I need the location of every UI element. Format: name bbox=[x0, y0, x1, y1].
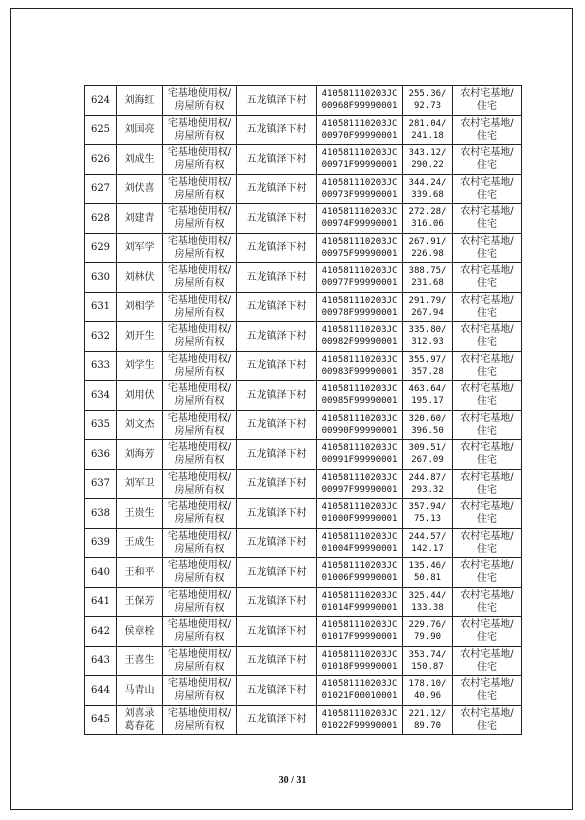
table-row bbox=[85, 115, 522, 145]
area-cell: 178.10/ 40.96 bbox=[403, 676, 453, 706]
area-cell: 309.51/ 267.09 bbox=[403, 440, 453, 470]
right-type-cell: 宅基地使用权/ 房屋所有权 bbox=[163, 381, 237, 411]
area-cell: 255.36/ 92.73 bbox=[403, 86, 453, 116]
area-cell: 229.76/ 79.90 bbox=[403, 617, 453, 647]
row-number-cell: 625 bbox=[85, 115, 117, 145]
cert-code-cell: 410581110203JC 00985F99990001 bbox=[317, 381, 403, 411]
right-type-cell: 宅基地使用权/ 房屋所有权 bbox=[163, 410, 237, 440]
right-type-cell: 宅基地使用权/ 房屋所有权 bbox=[163, 233, 237, 263]
owner-name-cell: 刘建青 bbox=[117, 204, 163, 234]
row-number-cell: 629 bbox=[85, 233, 117, 263]
row-number-cell: 624 bbox=[85, 86, 117, 116]
cert-code-cell: 410581110203JC 00971F99990001 bbox=[317, 145, 403, 175]
table-row bbox=[85, 174, 522, 204]
right-type-cell: 宅基地使用权/ 房屋所有权 bbox=[163, 705, 237, 735]
row-number-cell: 628 bbox=[85, 204, 117, 234]
table-row bbox=[85, 469, 522, 499]
right-type-cell: 宅基地使用权/ 房屋所有权 bbox=[163, 676, 237, 706]
right-type-cell: 宅基地使用权/ 房屋所有权 bbox=[163, 86, 237, 116]
location-cell: 五龙镇泽下村 bbox=[237, 174, 317, 204]
location-cell: 五龙镇泽下村 bbox=[237, 410, 317, 440]
cert-code-cell: 410581110203JC 00983F99990001 bbox=[317, 351, 403, 381]
owner-name-cell: 刘学生 bbox=[117, 351, 163, 381]
location-cell: 五龙镇泽下村 bbox=[237, 115, 317, 145]
cert-code-cell: 410581110203JC 00977F99990001 bbox=[317, 263, 403, 293]
table-row bbox=[85, 617, 522, 647]
cert-code-cell: 410581110203JC 01018F99990001 bbox=[317, 646, 403, 676]
cert-code-cell: 410581110203JC 01006F99990001 bbox=[317, 558, 403, 588]
area-cell: 343.12/ 290.22 bbox=[403, 145, 453, 175]
area-cell: 335.80/ 312.93 bbox=[403, 322, 453, 352]
owner-name-cell: 刘军学 bbox=[117, 233, 163, 263]
owner-name-cell: 王贵生 bbox=[117, 499, 163, 529]
area-cell: 344.24/ 339.68 bbox=[403, 174, 453, 204]
right-type-cell: 宅基地使用权/ 房屋所有权 bbox=[163, 440, 237, 470]
land-use-cell: 农村宅基地/ 住宅 bbox=[453, 174, 522, 204]
location-cell: 五龙镇泽下村 bbox=[237, 381, 317, 411]
owner-name-cell: 王和平 bbox=[117, 558, 163, 588]
location-cell: 五龙镇泽下村 bbox=[237, 705, 317, 735]
table-row bbox=[85, 587, 522, 617]
land-use-cell: 农村宅基地/ 住宅 bbox=[453, 469, 522, 499]
right-type-cell: 宅基地使用权/ 房屋所有权 bbox=[163, 351, 237, 381]
area-cell: 357.94/ 75.13 bbox=[403, 499, 453, 529]
area-cell: 355.97/ 357.28 bbox=[403, 351, 453, 381]
area-cell: 463.64/ 195.17 bbox=[403, 381, 453, 411]
table-row bbox=[85, 204, 522, 234]
land-use-cell: 农村宅基地/ 住宅 bbox=[453, 351, 522, 381]
location-cell: 五龙镇泽下村 bbox=[237, 263, 317, 293]
land-use-cell: 农村宅基地/ 住宅 bbox=[453, 204, 522, 234]
table-row bbox=[85, 440, 522, 470]
land-use-cell: 农村宅基地/ 住宅 bbox=[453, 115, 522, 145]
cert-code-cell: 410581110203JC 01014F99990001 bbox=[317, 587, 403, 617]
land-use-cell: 农村宅基地/ 住宅 bbox=[453, 292, 522, 322]
right-type-cell: 宅基地使用权/ 房屋所有权 bbox=[163, 528, 237, 558]
table-row bbox=[85, 381, 522, 411]
table-row bbox=[85, 410, 522, 440]
row-number-cell: 642 bbox=[85, 617, 117, 647]
owner-name-cell: 刘相学 bbox=[117, 292, 163, 322]
land-use-cell: 农村宅基地/ 住宅 bbox=[453, 676, 522, 706]
row-number-cell: 626 bbox=[85, 145, 117, 175]
location-cell: 五龙镇泽下村 bbox=[237, 86, 317, 116]
table-row bbox=[85, 705, 522, 735]
owner-name-cell: 刘成生 bbox=[117, 145, 163, 175]
location-cell: 五龙镇泽下村 bbox=[237, 440, 317, 470]
cert-code-cell: 410581110203JC 00982F99990001 bbox=[317, 322, 403, 352]
cert-code-cell: 410581110203JC 00968F99990001 bbox=[317, 86, 403, 116]
table-row bbox=[85, 263, 522, 293]
location-cell: 五龙镇泽下村 bbox=[237, 233, 317, 263]
area-cell: 272.28/ 316.06 bbox=[403, 204, 453, 234]
right-type-cell: 宅基地使用权/ 房屋所有权 bbox=[163, 322, 237, 352]
cert-code-cell: 410581110203JC 00997F99990001 bbox=[317, 469, 403, 499]
land-use-cell: 农村宅基地/ 住宅 bbox=[453, 587, 522, 617]
right-type-cell: 宅基地使用权/ 房屋所有权 bbox=[163, 646, 237, 676]
owner-name-cell: 刘军卫 bbox=[117, 469, 163, 499]
table-row bbox=[85, 676, 522, 706]
owner-name-cell: 刘林伏 bbox=[117, 263, 163, 293]
owner-name-cell: 刘开生 bbox=[117, 322, 163, 352]
land-use-cell: 农村宅基地/ 住宅 bbox=[453, 558, 522, 588]
land-use-cell: 农村宅基地/ 住宅 bbox=[453, 233, 522, 263]
right-type-cell: 宅基地使用权/ 房屋所有权 bbox=[163, 174, 237, 204]
area-cell: 267.91/ 226.98 bbox=[403, 233, 453, 263]
location-cell: 五龙镇泽下村 bbox=[237, 469, 317, 499]
owner-name-cell: 刘国亮 bbox=[117, 115, 163, 145]
row-number-cell: 641 bbox=[85, 587, 117, 617]
land-use-cell: 农村宅基地/ 住宅 bbox=[453, 646, 522, 676]
land-use-cell: 农村宅基地/ 住宅 bbox=[453, 705, 522, 735]
table-row bbox=[85, 233, 522, 263]
right-type-cell: 宅基地使用权/ 房屋所有权 bbox=[163, 558, 237, 588]
row-number-cell: 644 bbox=[85, 676, 117, 706]
location-cell: 五龙镇泽下村 bbox=[237, 292, 317, 322]
area-cell: 135.46/ 50.81 bbox=[403, 558, 453, 588]
area-cell: 325.44/ 133.38 bbox=[403, 587, 453, 617]
cert-code-cell: 410581110203JC 01004F99990001 bbox=[317, 528, 403, 558]
registry-table-body bbox=[85, 86, 522, 735]
area-cell: 320.60/ 396.50 bbox=[403, 410, 453, 440]
right-type-cell: 宅基地使用权/ 房屋所有权 bbox=[163, 499, 237, 529]
land-use-cell: 农村宅基地/ 住宅 bbox=[453, 263, 522, 293]
owner-name-cell: 刘海红 bbox=[117, 86, 163, 116]
area-cell: 291.79/ 267.94 bbox=[403, 292, 453, 322]
row-number-cell: 643 bbox=[85, 646, 117, 676]
location-cell: 五龙镇泽下村 bbox=[237, 204, 317, 234]
row-number-cell: 632 bbox=[85, 322, 117, 352]
right-type-cell: 宅基地使用权/ 房屋所有权 bbox=[163, 263, 237, 293]
cert-code-cell: 410581110203JC 00991F99990001 bbox=[317, 440, 403, 470]
row-number-cell: 639 bbox=[85, 528, 117, 558]
location-cell: 五龙镇泽下村 bbox=[237, 676, 317, 706]
row-number-cell: 634 bbox=[85, 381, 117, 411]
table-row bbox=[85, 145, 522, 175]
cert-code-cell: 410581110203JC 01022F99990001 bbox=[317, 705, 403, 735]
owner-name-cell: 刘伏喜 bbox=[117, 174, 163, 204]
row-number-cell: 640 bbox=[85, 558, 117, 588]
land-use-cell: 农村宅基地/ 住宅 bbox=[453, 145, 522, 175]
cert-code-cell: 410581110203JC 00978F99990001 bbox=[317, 292, 403, 322]
cert-code-cell: 410581110203JC 00970F99990001 bbox=[317, 115, 403, 145]
location-cell: 五龙镇泽下村 bbox=[237, 617, 317, 647]
row-number-cell: 631 bbox=[85, 292, 117, 322]
location-cell: 五龙镇泽下村 bbox=[237, 145, 317, 175]
location-cell: 五龙镇泽下村 bbox=[237, 499, 317, 529]
right-type-cell: 宅基地使用权/ 房屋所有权 bbox=[163, 115, 237, 145]
right-type-cell: 宅基地使用权/ 房屋所有权 bbox=[163, 145, 237, 175]
table-row bbox=[85, 292, 522, 322]
location-cell: 五龙镇泽下村 bbox=[237, 587, 317, 617]
right-type-cell: 宅基地使用权/ 房屋所有权 bbox=[163, 617, 237, 647]
land-use-cell: 农村宅基地/ 住宅 bbox=[453, 410, 522, 440]
table-row bbox=[85, 86, 522, 116]
page-number: 30 / 31 bbox=[278, 775, 307, 786]
owner-name-cell: 王成生 bbox=[117, 528, 163, 558]
table-row bbox=[85, 351, 522, 381]
owner-name-cell: 侯章栓 bbox=[117, 617, 163, 647]
row-number-cell: 627 bbox=[85, 174, 117, 204]
right-type-cell: 宅基地使用权/ 房屋所有权 bbox=[163, 469, 237, 499]
cert-code-cell: 410581110203JC 00973F99990001 bbox=[317, 174, 403, 204]
cert-code-cell: 410581110203JC 01000F99990001 bbox=[317, 499, 403, 529]
land-use-cell: 农村宅基地/ 住宅 bbox=[453, 322, 522, 352]
cert-code-cell: 410581110203JC 00974F99990001 bbox=[317, 204, 403, 234]
owner-name-cell: 刘文杰 bbox=[117, 410, 163, 440]
right-type-cell: 宅基地使用权/ 房屋所有权 bbox=[163, 204, 237, 234]
table-row bbox=[85, 499, 522, 529]
location-cell: 五龙镇泽下村 bbox=[237, 322, 317, 352]
cert-code-cell: 410581110203JC 00990F99990001 bbox=[317, 410, 403, 440]
row-number-cell: 638 bbox=[85, 499, 117, 529]
right-type-cell: 宅基地使用权/ 房屋所有权 bbox=[163, 292, 237, 322]
row-number-cell: 635 bbox=[85, 410, 117, 440]
table-row bbox=[85, 558, 522, 588]
table-row bbox=[85, 646, 522, 676]
land-use-cell: 农村宅基地/ 住宅 bbox=[453, 381, 522, 411]
location-cell: 五龙镇泽下村 bbox=[237, 351, 317, 381]
owner-name-cell: 刘海芳 bbox=[117, 440, 163, 470]
row-number-cell: 637 bbox=[85, 469, 117, 499]
area-cell: 353.74/ 150.87 bbox=[403, 646, 453, 676]
land-use-cell: 农村宅基地/ 住宅 bbox=[453, 86, 522, 116]
area-cell: 244.57/ 142.17 bbox=[403, 528, 453, 558]
table-row bbox=[85, 322, 522, 352]
land-use-cell: 农村宅基地/ 住宅 bbox=[453, 617, 522, 647]
land-use-cell: 农村宅基地/ 住宅 bbox=[453, 528, 522, 558]
table-row bbox=[85, 528, 522, 558]
area-cell: 244.87/ 293.32 bbox=[403, 469, 453, 499]
registry-table bbox=[84, 85, 522, 735]
location-cell: 五龙镇泽下村 bbox=[237, 646, 317, 676]
location-cell: 五龙镇泽下村 bbox=[237, 558, 317, 588]
owner-name-cell: 马青山 bbox=[117, 676, 163, 706]
right-type-cell: 宅基地使用权/ 房屋所有权 bbox=[163, 587, 237, 617]
row-number-cell: 633 bbox=[85, 351, 117, 381]
cert-code-cell: 410581110203JC 01017F99990001 bbox=[317, 617, 403, 647]
row-number-cell: 645 bbox=[85, 705, 117, 735]
location-cell: 五龙镇泽下村 bbox=[237, 528, 317, 558]
row-number-cell: 636 bbox=[85, 440, 117, 470]
land-use-cell: 农村宅基地/ 住宅 bbox=[453, 440, 522, 470]
cert-code-cell: 410581110203JC 01021F00010001 bbox=[317, 676, 403, 706]
owner-name-cell: 刘喜录 葛春花 bbox=[117, 705, 163, 735]
owner-name-cell: 王保芳 bbox=[117, 587, 163, 617]
land-use-cell: 农村宅基地/ 住宅 bbox=[453, 499, 522, 529]
area-cell: 281.04/ 241.18 bbox=[403, 115, 453, 145]
owner-name-cell: 王喜生 bbox=[117, 646, 163, 676]
area-cell: 388.75/ 231.68 bbox=[403, 263, 453, 293]
row-number-cell: 630 bbox=[85, 263, 117, 293]
cert-code-cell: 410581110203JC 00975F99990001 bbox=[317, 233, 403, 263]
area-cell: 221.12/ 89.70 bbox=[403, 705, 453, 735]
owner-name-cell: 刘用伏 bbox=[117, 381, 163, 411]
